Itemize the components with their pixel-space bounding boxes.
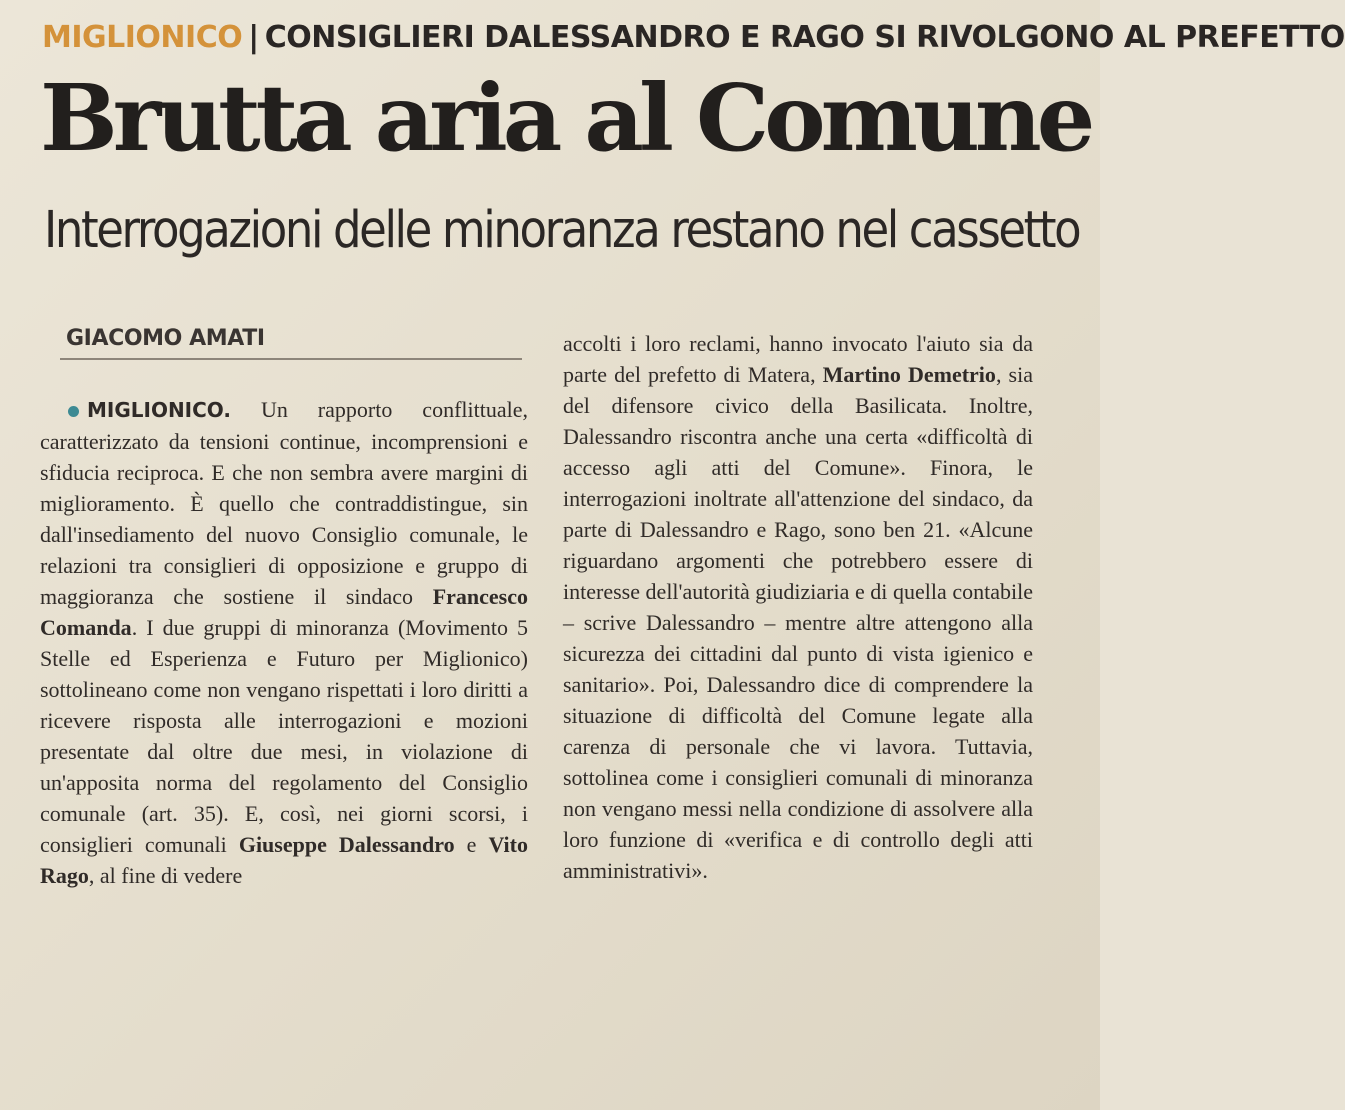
- kicker: [42, 20, 1345, 55]
- body-text: . I due gruppi di minoranza (Movimento 5 Stelle ed Esperienza e Futuro per Miglionico) sottolineano come non vengano rispettati i loro diritti a ricevere risposta alle interrogazioni e mozioni presentate dal oltre due mesi, in violazione di un'apposita norma del regolamento del Consiglio comunale (art. 35). E, così, nei giorni scorsi, i consiglieri comunali: [40, 615, 528, 857]
- dateline: MIGLIONICO.: [87, 398, 231, 422]
- body-text: accolti i loro reclami, hanno invocato l'aiuto sia da parte del prefetto di Matera,: [563, 331, 1033, 387]
- person-name: Giuseppe Dalessandro: [238, 832, 455, 857]
- article-column-1: [40, 394, 528, 891]
- byline-divider: [60, 358, 522, 360]
- person-name: Martino Demetrio: [822, 362, 996, 387]
- body-text: Un rapporto conflittuale, caratterizzato da tensioni continue, incomprensioni e sfiducia reciproca. E che non sembra avere margini di miglioramento. È quello che contraddistingue, sin dall'insediamento del nuovo Consiglio comunale, le relazioni tra consiglieri di opposizione e gruppo di maggioranza che sostiene il sindaco: [40, 397, 528, 609]
- subheadline: Interrogazioni delle minoranza restano nel cassetto: [44, 200, 1080, 260]
- headline: Brutta aria al Comune: [40, 64, 1091, 172]
- body-text: , al fine di vedere: [88, 863, 243, 888]
- kicker-topic: CONSIGLIERI DALESSANDRO E RAGO SI RIVOLGONO AL PREFETTO: [264, 20, 1345, 55]
- kicker-separator: |: [248, 20, 259, 55]
- body-text: , sia del difensore civico della Basilicata. Inoltre, Dalessandro riscontra anche una certa «difficoltà di accesso agli atti del Comune». Finora, le interrogazioni inoltrate all'attenzione del sindaco, da parte di Dalessandro e Rago, sono ben 21. «Alcune riguardano argomenti che potrebbero essere di interesse dell'autorità giudiziaria e di quella contabile – scrive Dalessandro – mentre altre attengono alla sicurezza dei cittadini dal punto di vista igienico e sanitario». Poi, Dalessandro dice di comprendere la situazione di difficoltà del Comune legate alla carenza di personale che vi lavora. Tuttavia, sottolinea come i consiglieri comunali di minoranza non vengano messi nella condizione di assolvere alla loro funzione di «verifica e di controllo degli atti amministrativi».: [563, 362, 1033, 883]
- article-column-2: [563, 328, 1033, 886]
- bullet-icon: [68, 406, 79, 417]
- person-name: Vito Rago: [40, 832, 528, 888]
- person-name: Francesco Comanda: [40, 584, 528, 640]
- body-text: e: [454, 832, 489, 857]
- kicker-place: MIGLIONICO: [42, 20, 243, 55]
- byline: GIACOMO AMATI: [66, 326, 265, 351]
